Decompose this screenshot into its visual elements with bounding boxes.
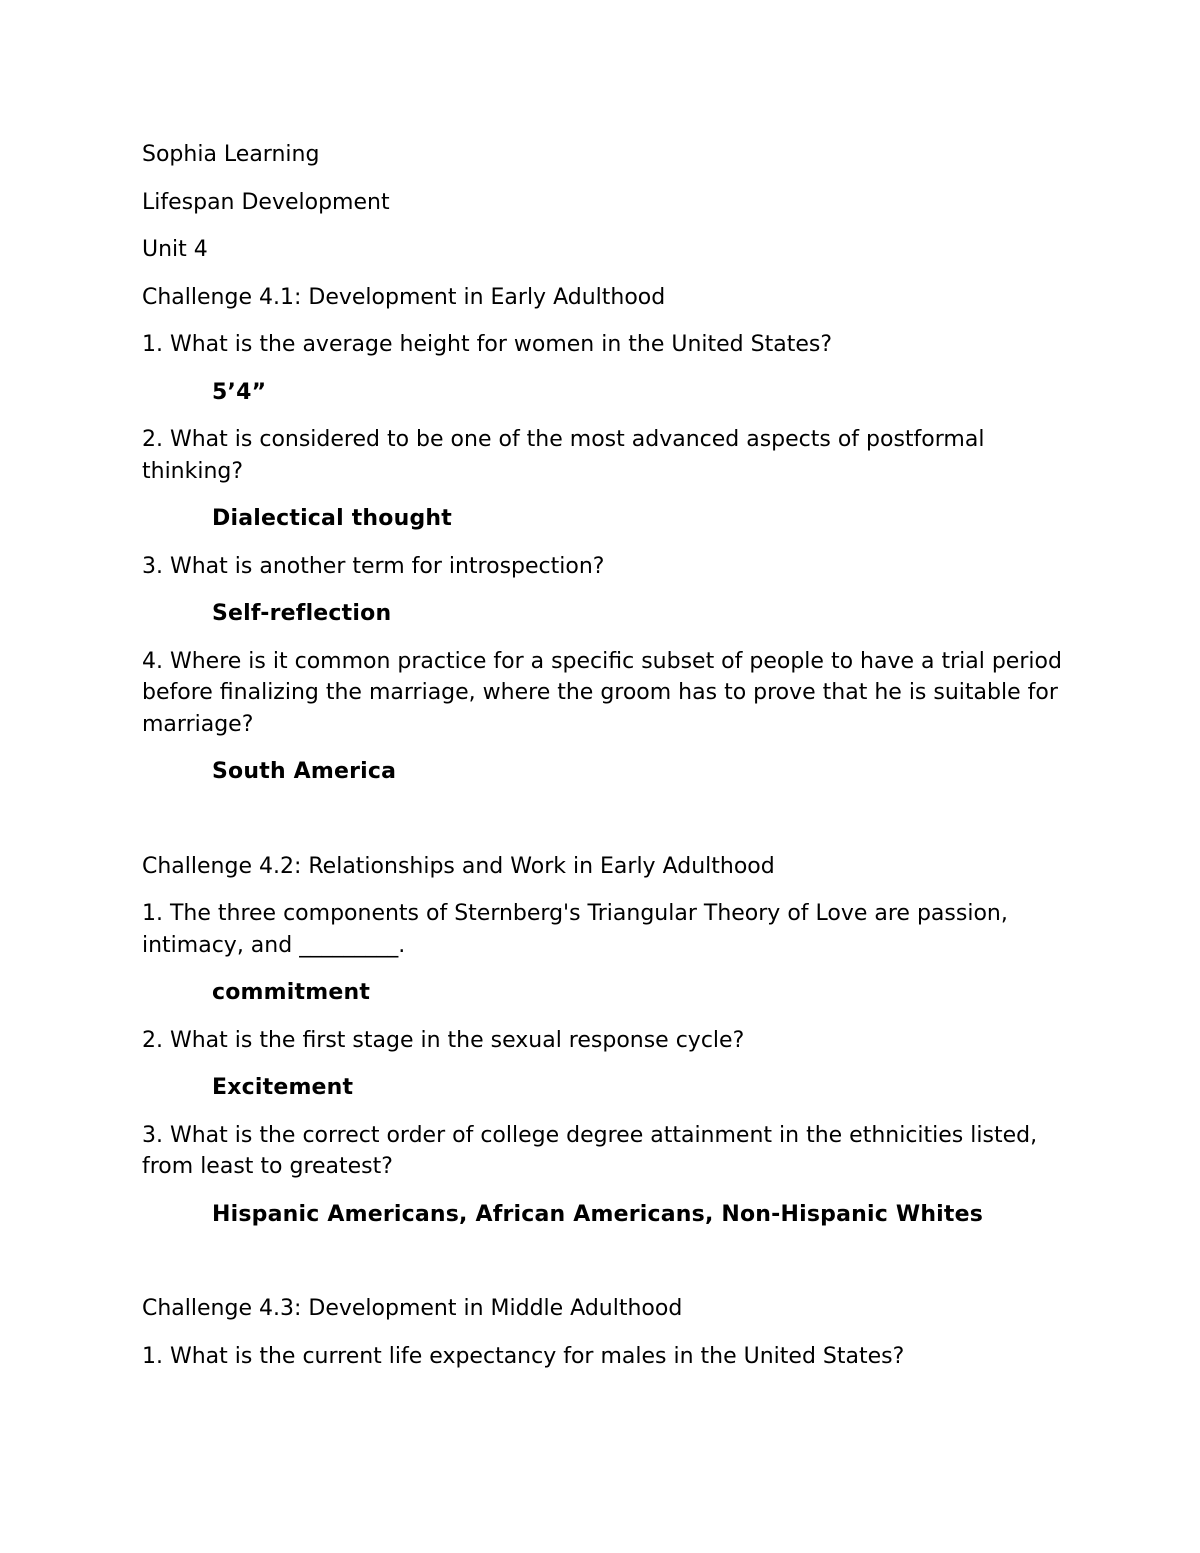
section-title: Challenge 4.1: Development in Early Adulthood — [142, 284, 666, 310]
section-spacer — [142, 1246, 1062, 1293]
question: 1. What is the current life expectancy for males in the United States? — [142, 1343, 905, 1369]
answer: South America — [212, 759, 397, 784]
question: 2. What is considered to be one of the most advanced aspects of postformal thinking? — [142, 427, 985, 484]
section-spacer — [142, 804, 1062, 851]
question: 1. The three components of Sternberg's Triangular Theory of Love are passion, intimacy, and _________. — [142, 901, 1008, 958]
answer: commitment — [212, 980, 371, 1005]
unit-label: Unit 4 — [142, 237, 208, 262]
question: 1. What is the average height for women in the United States? — [142, 332, 833, 357]
answer: Dialectical thought — [212, 506, 452, 531]
answer: 5’4” — [212, 379, 267, 405]
answer: Self-reflection — [212, 601, 392, 626]
school-name: Sophia Learning — [142, 142, 320, 167]
question: 3. What is another term for introspection? — [142, 553, 605, 579]
course-title: Lifespan Development — [142, 189, 390, 215]
document-content — [142, 139, 1062, 1388]
section-title: Challenge 4.2: Relationships and Work in Early Adulthood — [142, 853, 775, 879]
section-title: Challenge 4.3: Development in Middle Adulthood — [142, 1296, 683, 1321]
question: 4. Where is it common practice for a specific subset of people to have a trial period before finalizing the marriage, where the groom has to prove that he is suitable for marriage? — [142, 648, 1062, 737]
question: 2. What is the first stage in the sexual response cycle? — [142, 1027, 745, 1053]
question: 3. What is the correct order of college degree attainment in the ethnicities listed, from least to greatest? — [142, 1122, 1038, 1179]
answer: Hispanic Americans, African Americans, Non-Hispanic Whites — [212, 1201, 984, 1227]
answer: Excitement — [212, 1075, 354, 1100]
